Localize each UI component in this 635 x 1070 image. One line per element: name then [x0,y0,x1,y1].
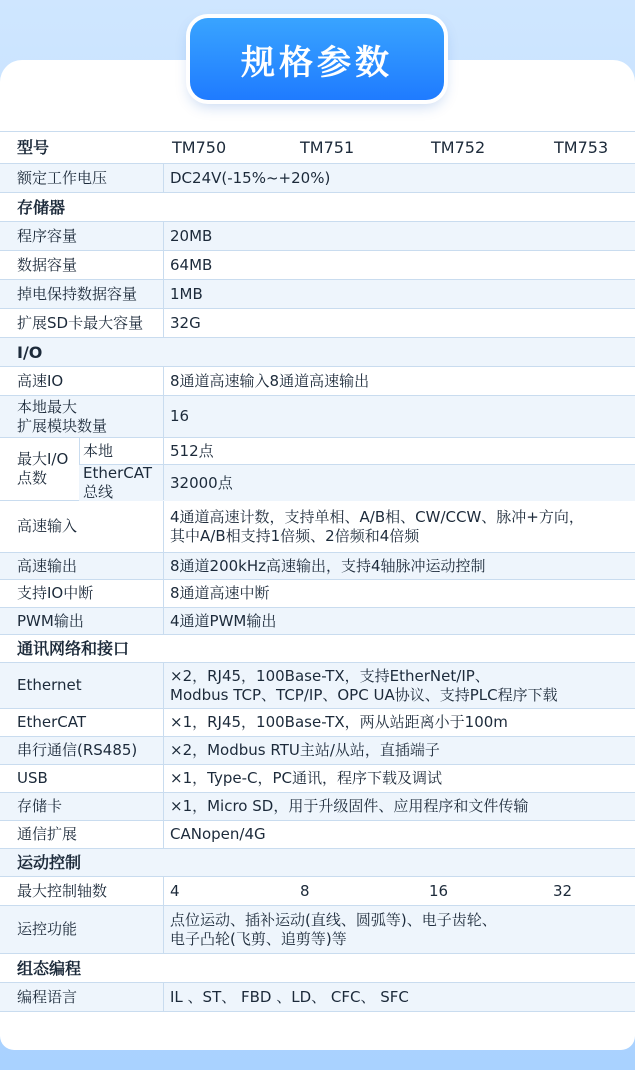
row-value: 16 [170,407,190,425]
axes-tm752: 16 [429,881,449,900]
table-row [0,765,635,793]
table-row [0,396,635,438]
row-label [17,438,79,500]
row-label: 最大控制轴数 [17,881,108,900]
table-row [0,251,635,280]
row-label: 高速IO [17,371,64,390]
section-programming [0,954,635,983]
row-value: CANopen/4G [170,825,266,843]
row-label-line: EtherCAT [83,464,152,482]
section-io [0,338,635,367]
table-row-model [0,131,635,164]
page-title: 规格参数 [241,42,393,83]
local-value: 512点 [170,441,214,460]
section-title-storage: 存储器 [17,197,66,217]
row-label: 存储卡 [17,797,63,815]
row-value: 4通道PWM输出 [170,611,277,630]
axes-tm753: 32 [553,881,573,900]
table-row [0,877,635,906]
row-label: 掉电保持数据容量 [17,284,138,303]
row-value-line: ×2，RJ45，100Base-TX，支持EtherNet/IP、 [170,666,490,685]
table-row [0,663,635,709]
row-label: 程序容量 [17,226,78,245]
row-value: IL 、ST、 FBD 、LD、 CFC、 SFC [170,987,409,1006]
row-value-line: Modbus TCP、TCP/IP、OPC UA协议、支持PLC程序下载 [170,685,558,704]
row-value: 32G [170,313,201,332]
row-label: 数据容量 [17,255,78,274]
row-label: 编程语言 [17,987,78,1006]
row-label: USB [17,769,48,787]
voltage-label: 额定工作电压 [17,168,108,187]
row-value [170,663,630,708]
section-title-motion: 运动控制 [17,853,82,872]
model-tm750: TM750 [172,138,227,157]
row-value [170,906,630,953]
row-value: ×1，Type-C，PC通讯，程序下载及调试 [170,769,442,787]
table-row [0,580,635,608]
row-value: ×2，Modbus RTU主站/从站，直插端子 [170,741,440,759]
row-value-line: 电子凸轮(飞剪、追剪等)等 [170,929,347,948]
model-tm751: TM751 [300,138,355,157]
section-comm [0,635,635,663]
row-value-line: 4通道高速计数，支持单相、A/B相、CW/CCW、脉冲+方向， [170,507,584,526]
section-title-programming: 组态编程 [17,958,82,978]
row-label: 串行通信(RS485) [17,741,138,759]
row-label: PWM输出 [17,611,84,630]
ethercat-bus-label [83,465,163,501]
voltage-value: DC24V(-15%~+20%) [170,168,331,187]
row-label: 高速输出 [17,556,78,575]
table-row [0,553,635,580]
row-value [170,501,630,552]
model-label: 型号 [17,138,50,157]
row-value: 1MB [170,284,203,303]
row-label: Ethernet [17,676,82,694]
section-title-io: I/O [17,342,43,362]
table-row [0,793,635,821]
table-row [0,737,635,765]
row-label: 运控功能 [17,920,78,938]
row-value: 20MB [170,226,213,245]
table-row [0,906,635,954]
row-label: EtherCAT [17,713,86,731]
row-label: 通信扩展 [17,825,78,843]
row-value-line: 点位运动、插补运动(直线、圆弧等)、电子齿轮、 [170,910,497,929]
row-label-line: 点数 [17,469,48,487]
axes-tm750: 4 [170,881,180,900]
table-row [0,222,635,251]
table-row [0,608,635,635]
row-label-line: 总线 [83,483,114,501]
row-value: 8通道高速输入8通道高速输出 [170,371,370,390]
model-tm752: TM752 [431,138,486,157]
page-title-pill [190,18,444,100]
row-label [17,396,165,437]
table-row [0,280,635,309]
row-value: 64MB [170,255,213,274]
row-label: 高速输入 [17,517,78,535]
row-value: 8通道200kHz高速输出，支持4轴脉冲运动控制 [170,556,486,575]
row-value-line: 其中A/B相支持1倍频、2倍频和4倍频 [170,526,420,545]
row-label: 支持IO中断 [17,584,94,602]
row-label-line: 扩展模块数量 [17,416,108,435]
table-row [0,367,635,396]
row-label-line: 本地最大 [17,397,78,416]
row-label-line: 最大I/O [17,450,69,468]
table-row-max-io [0,438,635,501]
axes-tm751: 8 [300,881,310,900]
model-tm753: TM753 [554,138,609,157]
table-row [0,821,635,849]
row-value: 8通道高速中断 [170,584,270,602]
row-label: 扩展SD卡最大容量 [17,313,144,332]
table-row [0,309,635,338]
table-row [0,501,635,553]
row-value: ×1，Micro SD，用于升级固件、应用程序和文件传输 [170,797,529,815]
table-row-voltage [0,164,635,193]
section-storage [0,193,635,222]
section-title-comm: 通讯网络和接口 [17,639,130,658]
section-motion [0,849,635,877]
ethercat-bus-value: 32000点 [170,473,233,492]
local-label: 本地 [83,441,114,460]
row-value: ×1，RJ45，100Base-TX，两从站距离小于100m [170,713,508,731]
table-row [0,983,635,1012]
table-row [0,709,635,737]
